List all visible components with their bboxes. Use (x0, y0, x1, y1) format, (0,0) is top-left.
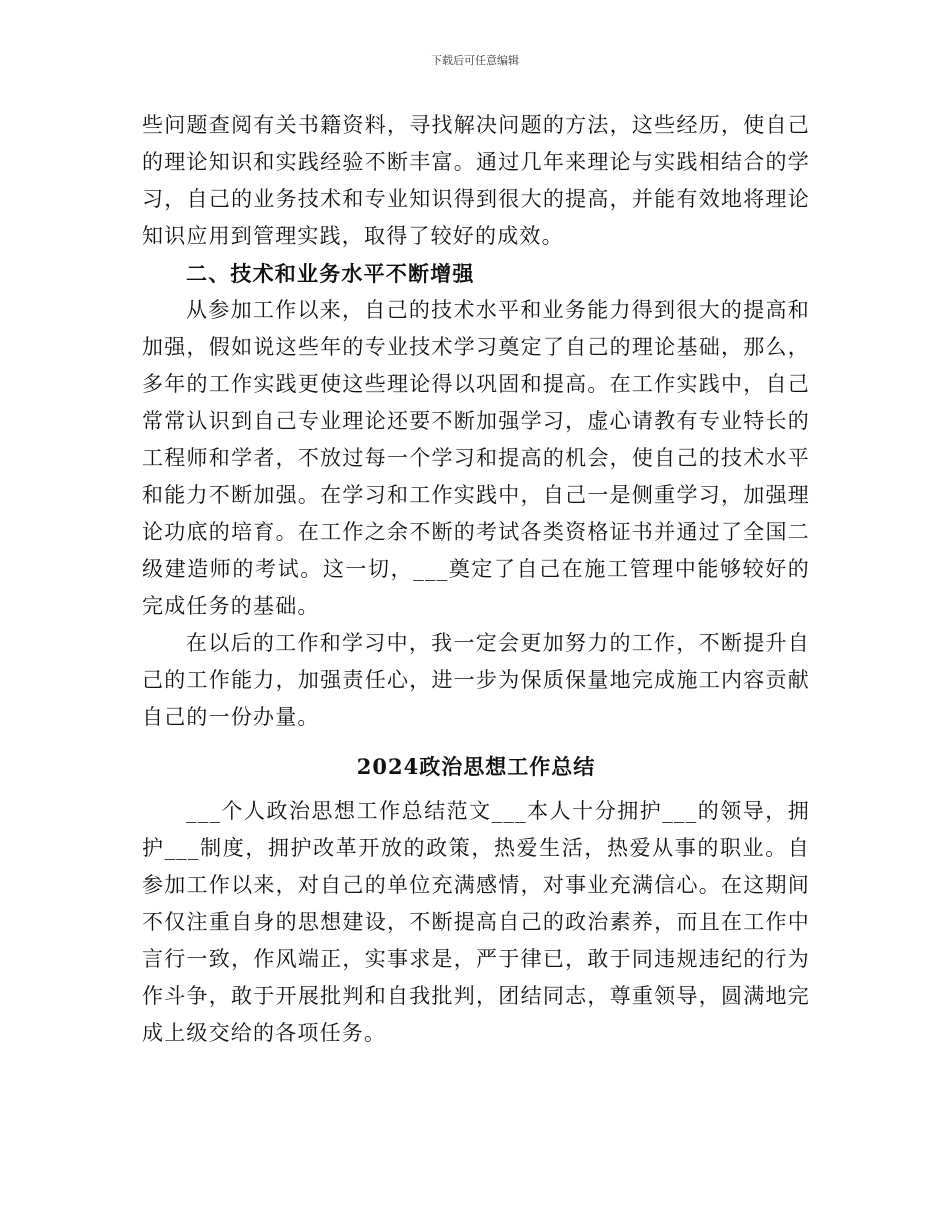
page-header: 下载后可任意编辑 (431, 54, 519, 67)
paragraph-1: 些问题查阅有关书籍资料，寻找解决问题的方法，这些经历，使自己的理论知识和实践经验不断丰富。通过几年来理论与实践相结合的学习，自己的业务技术和专业知识得到很大的提高，并能有效地将理论知识应用到管理实践，取得了较好的成效。 (142, 113, 810, 248)
document-title: 2024政治思想工作总结 (356, 754, 596, 779)
paragraph-3: 在以后的工作和学习中，我一定会更加努力的工作，不断提升自己的工作能力，加强责任心，进一步为保质保量地完成施工内容贡献自己的一份办量。 (142, 631, 810, 729)
document-body (142, 107, 810, 1052)
paragraph-4: ___个人政治思想工作总结范文___本人十分拥护___的领导，拥护___制度，拥护改革开放的政策，热爱生活，热爱从事的职业。自参加工作以来，对自己的单位充满感情，对事业充满信心。在这期间不仅注重自身的思想建设，不断提高自己的政治素养，而且在工作中言行一致，作风端正，实事求是，严于律已，敢于同违规违纪的行为作斗争，敢于开展批判和自我批判，团结同志，尊重领导，圆满地完成上级交给的各项任务。 (142, 799, 810, 1045)
section-heading-2: 二、技术和业务水平不断增强 (186, 261, 475, 286)
paragraph-2: 从参加工作以来，自己的技术水平和业务能力得到很大的提高和加强，假如说这些年的专业技术学习奠定了自己的理论基础，那么，多年的工作实践更使这些理论得以巩固和提高。在工作实践中，自己常常认识到自己专业理论还要不断加强学习，虚心请教有专业特长的工程师和学者，不放过每一个学习和提高的机会，使自己的技术水平和能力不断加强。在学习和工作实践中，自己一是侧重学习，加强理论功底的培育。在工作之余不断的考试各类资格证书并通过了全国二级建造师的考试。这一切，___奠定了自己在施工管理中能够较好的完成任务的基础。 (142, 298, 810, 618)
